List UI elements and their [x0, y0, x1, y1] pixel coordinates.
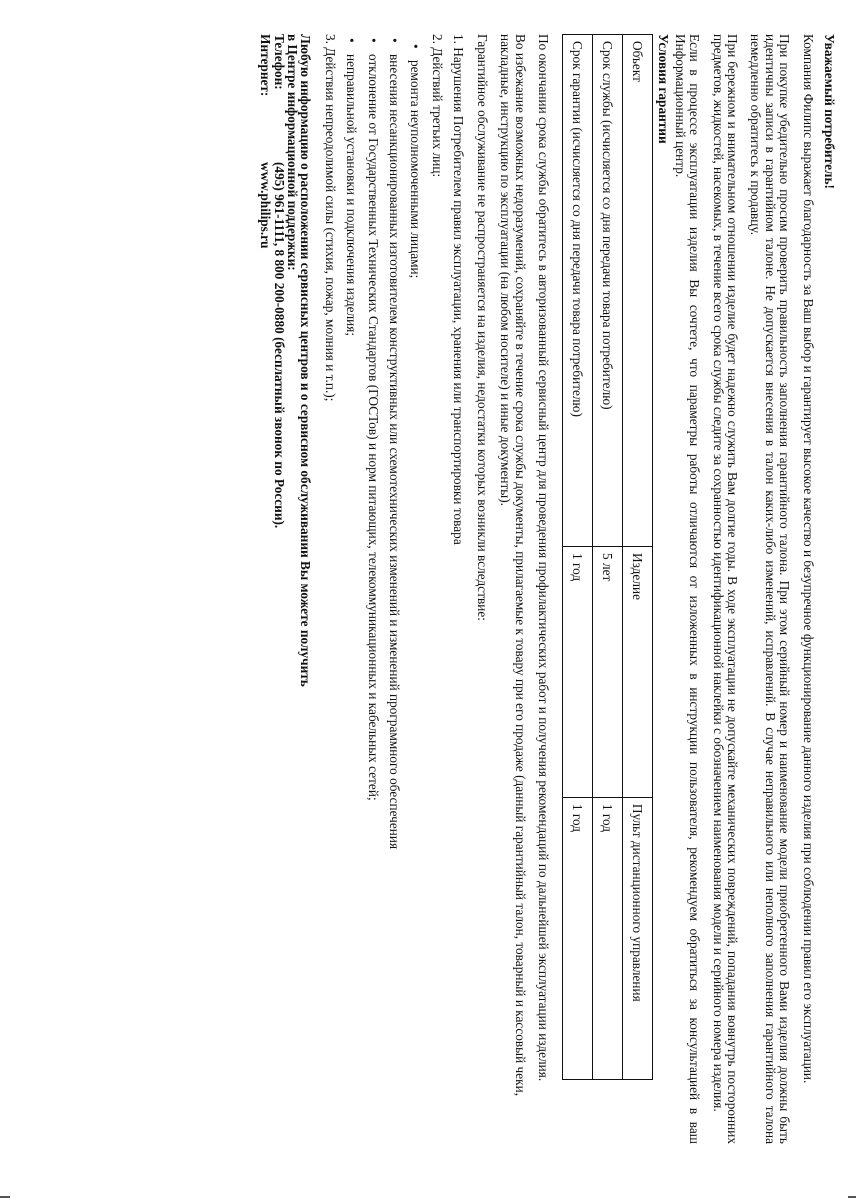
third-party-list [344, 34, 401, 1144]
exclusion-item-1: 1. Нарушения Потребителем правил эксплуатации, хранения или транспортировки товара [451, 34, 467, 545]
table-cell: Срок гарантии (исчисляется со дня передачи товара потребителю) [562, 35, 592, 547]
paragraph-careful-use: При бережном и внимательном отношении изделие будет надежно служить Вам долгие годы. В ходе эксплуатации не допускайте механических повреждений, попадания вовнутрь посторонних предметов, жидкостей, насекомых, в течение всего срока службы следите за сохранностью идентификационной наклейки с обозначением наименования модели и серийного номера изделия. [710, 34, 740, 1144]
paragraph-check-coupon: При покупке убедительно просим проверить правильность заполнения гарантийного талона. При этом серийный номер и наименование модели приобретенного Вами изделия должны быть идентичны записи в гарантийном талоне. Не допускается внесения в талон каких-либо изменений, исправлений. В случае неправильного или неполного заполнения гарантийного талона немедленно обратитесь к продавцу. [748, 34, 793, 1144]
internet-label: Интернет: [258, 34, 274, 97]
contacts-info-line: Любую информацию о расположении сервисных центров и о сервисном обслуживании Вы можете получить [298, 34, 314, 687]
table-cell: 5 лет [592, 547, 622, 798]
warranty-exclusions-intro: Гарантийное обслуживание не распространяется на изделия, недостатки которых возникли вследствие: [474, 34, 490, 621]
website-link[interactable]: www.philips.ru [258, 162, 274, 249]
crop-mark [0, 1196, 10, 1198]
exclusion-item-2: 2. Действий третьих лиц: [429, 34, 445, 178]
table-header-cell: Пульт дистанционного управления [622, 797, 652, 1079]
third-party-sub-list [408, 34, 422, 1144]
warranty-conditions-title: Условия гарантии [656, 34, 672, 144]
intro-paragraph: Компания Филипс выражает благодарность за Ваш выбор и гарантирует высокое качество и безупречное функционирование данного изделия при соблюдении правил его эксплуатации. [800, 34, 816, 1084]
table-cell: 1 год [562, 547, 592, 798]
contacts-center-line: в Центре информационной поддержки: [285, 34, 301, 271]
phone-label: Телефон: [271, 34, 287, 90]
exclusion-item-3: 3. Действия непреодолимой силы (стихия, пожар, молния и т.п.); [322, 34, 338, 402]
list-item: • отклонение от Государственных Технических Стандартов (ГОСТов) и норм питающих, телекоммуникационных и кабельных сетей; [365, 34, 379, 1144]
greeting-heading: Уважаемый потребитель! [822, 34, 837, 189]
service-life-end-note: По окончании срока службы обратитесь в авторизованный сервисный центр для проведения профилактических работ и получения рекомендаций по дальнейшей эксплуатации изделия. [535, 34, 551, 1082]
paragraph-consultation: Если в процессе эксплуатации изделия Вы сочтете, что параметры работы отличаются от изложенных в инструкции пользователя, рекомендуем обратиться за консультацией в ваш Информационный центр. [672, 34, 703, 1144]
keep-documents-note: Во избежание возможных недоразумений, сохраняйте в течение срока службы документы, прилагаемые к товару при его продаже (данный гарантийный талон, товарный и кассовый чеки, накладные, инструкцию по эксплуатации (на любом носителе) и иные документы). [498, 34, 528, 1097]
list-item: • внесения несанкционированных изготовителем конструктивных или схемотехнических изменений и изменений программного обеспечения [387, 34, 401, 1144]
table-cell: Срок службы (исчисляется со дня передачи товара потребителю) [592, 35, 622, 547]
list-item: • ремонта неуполномоченными лицами; [408, 34, 422, 1144]
phone-value: (495) 961-1111, 8 800 200-0880 (бесплатный звонок по России). [271, 162, 287, 529]
internet-row [259, 34, 272, 1144]
table-row [562, 35, 592, 1080]
phone-row [272, 34, 285, 1144]
table-header-cell: Объект [622, 35, 652, 547]
table-cell: 1 год [562, 797, 592, 1079]
crop-mark [848, 1196, 856, 1198]
table-header-row [622, 35, 652, 1080]
list-item: • неправильной установки и подключения изделия; [344, 34, 358, 1144]
table-row [592, 35, 622, 1080]
table-header-cell: Изделие [622, 547, 652, 798]
contacts-block [259, 34, 313, 1144]
warranty-table [562, 34, 653, 1080]
table-cell: 1 год [592, 797, 622, 1079]
